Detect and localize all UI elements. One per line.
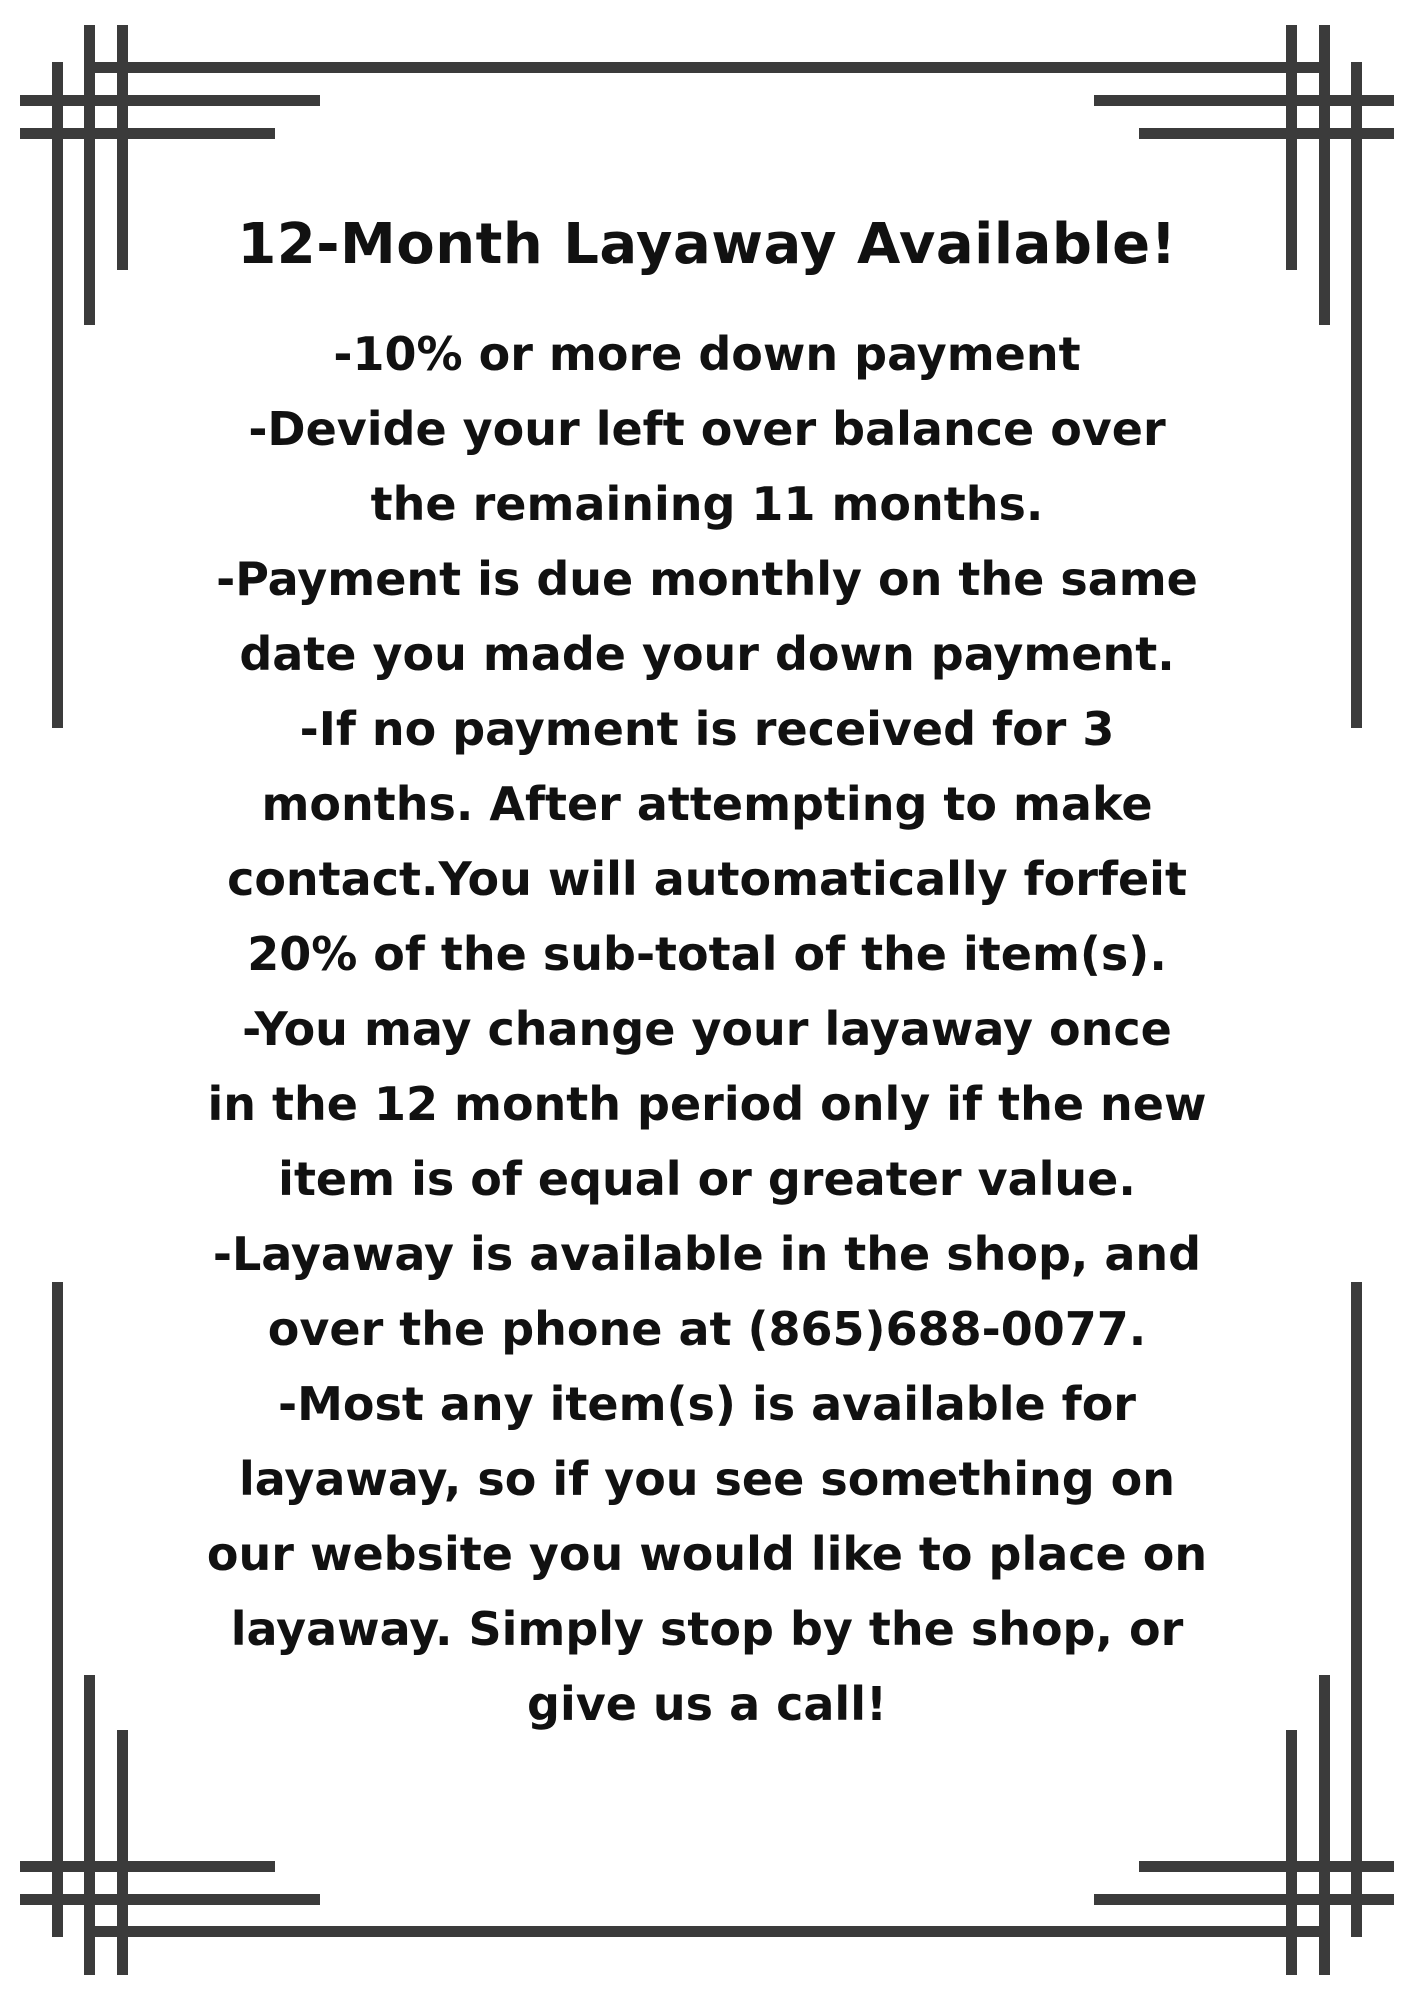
notice-line: layaway. Simply stop by the shop, or [230,1602,1184,1656]
notice-line: months. After attempting to make [261,777,1153,831]
frame-right-border-bottom [1351,1282,1362,1937]
notice-line: over the phone at (865)688-0077. [267,1302,1147,1356]
notice-line: item is of equal or greater value. [278,1152,1136,1206]
notice-line: -10% or more down payment [333,327,1081,381]
notice-line: in the 12 month period only if the new [207,1077,1207,1131]
notice-line: -Most any item(s) is available for [278,1377,1136,1431]
notice-content [170,205,1244,1742]
notice-line: the remaining 11 months. [370,477,1044,531]
frame-top-border [88,62,1326,73]
notice-title: 12-Month Layaway Available! [237,212,1177,277]
frame-right-border-top [1351,62,1362,728]
notice-line: give us a call! [527,1677,887,1731]
notice-line: -If no payment is received for 3 [299,702,1115,756]
notice-line: contact.You will automatically forfeit [227,852,1187,906]
notice-line: 20% of the sub-total of the item(s). [247,927,1167,981]
notice-line: layaway, so if you see something on [238,1452,1176,1506]
frame-left-border-bottom [52,1282,63,1937]
notice-line: -You may change your layaway once [242,1002,1172,1056]
notice-body [170,317,1244,1742]
notice-line: our website you would like to place on [206,1527,1208,1581]
notice-line: -Layaway is available in the shop, and [212,1227,1202,1281]
notice-line: -Devide your left over balance over [248,402,1166,456]
frame-left-border-top [52,62,63,728]
notice-line: date you made your down payment. [239,627,1175,681]
notice-line: -Payment is due monthly on the same [216,552,1198,606]
frame-bottom-border [88,1926,1326,1937]
